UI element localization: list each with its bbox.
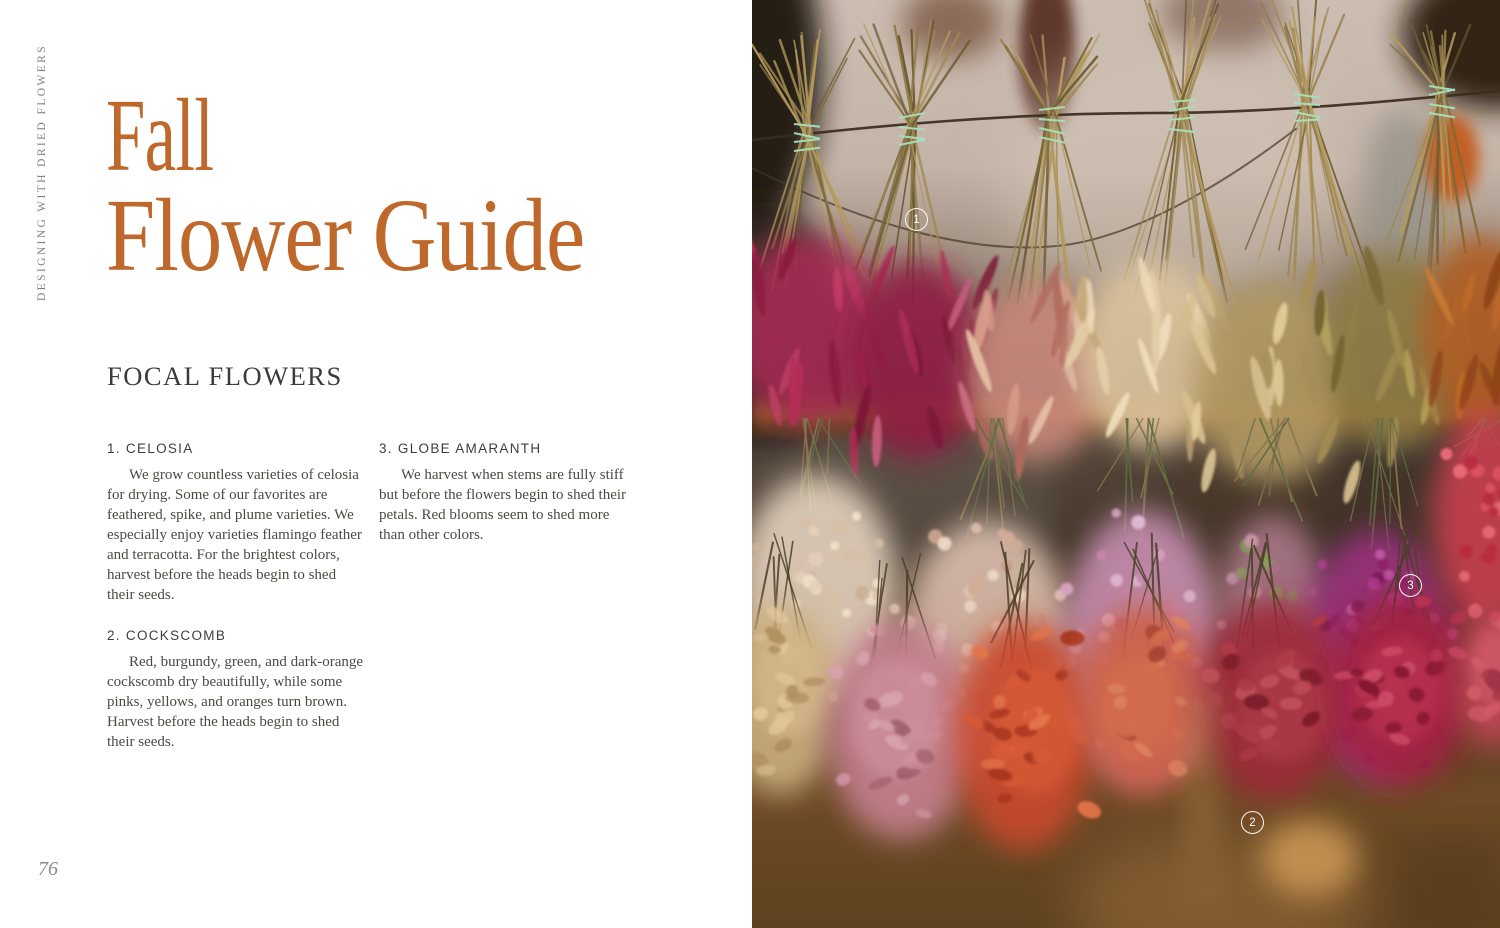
- section-heading: FOCAL FLOWERS: [107, 361, 343, 391]
- entries-columns: [107, 440, 634, 752]
- entry-heading-cockscomb: 2. COCKSCOMB: [107, 628, 227, 643]
- entry-body-celosia: We grow countless varieties of celosia for drying. Some of our favorites are feathered, spike, and plume varieties. We especially enjoy varieties flamingo feather and terracotta. For the brightest colors, harvest before the heads begin to shed their seeds.: [107, 467, 362, 603]
- flower-entry-cockscomb: [107, 627, 367, 752]
- flower-entry-celosia: [107, 440, 367, 605]
- photo-marker-2-label: 2: [1249, 816, 1256, 829]
- entry-body-globe-amaranth: We harvest when stems are fully stiff but before the flowers begin to shed their petals. Red blooms seem to shed more than other colors.: [379, 467, 627, 543]
- photo-marker-3-label: 3: [1407, 579, 1414, 592]
- dried-flowers-photo-art: [752, 0, 1500, 928]
- photo-marker-1-label: 1: [913, 213, 920, 226]
- entries-column-1: [107, 440, 367, 752]
- photo-marker-3: [1399, 574, 1422, 597]
- title-line-1: Fall: [106, 78, 214, 193]
- photo-marker-2: [1241, 811, 1264, 834]
- entry-body-cockscomb: Red, burgundy, green, and dark-orange cockscomb dry beautifully, while some pinks, yellows, and oranges turn brown. Harvest before the heads begin to shed their seeds.: [107, 654, 364, 750]
- title-line-2: Flower Guide: [106, 178, 585, 293]
- entry-heading-globe-amaranth: 3. GLOBE AMARANTH: [379, 441, 542, 456]
- photo-marker-1: [905, 208, 928, 231]
- entry-heading-celosia: 1. CELOSIA: [107, 441, 194, 456]
- right-page-photo: [752, 0, 1500, 928]
- page-number: 76: [38, 858, 58, 880]
- entries-column-2: [379, 440, 634, 752]
- spine-title: DESIGNING WITH DRIED FLOWERS: [36, 44, 48, 302]
- flower-entry-globe-amaranth: [379, 440, 634, 545]
- page-title: [106, 78, 669, 293]
